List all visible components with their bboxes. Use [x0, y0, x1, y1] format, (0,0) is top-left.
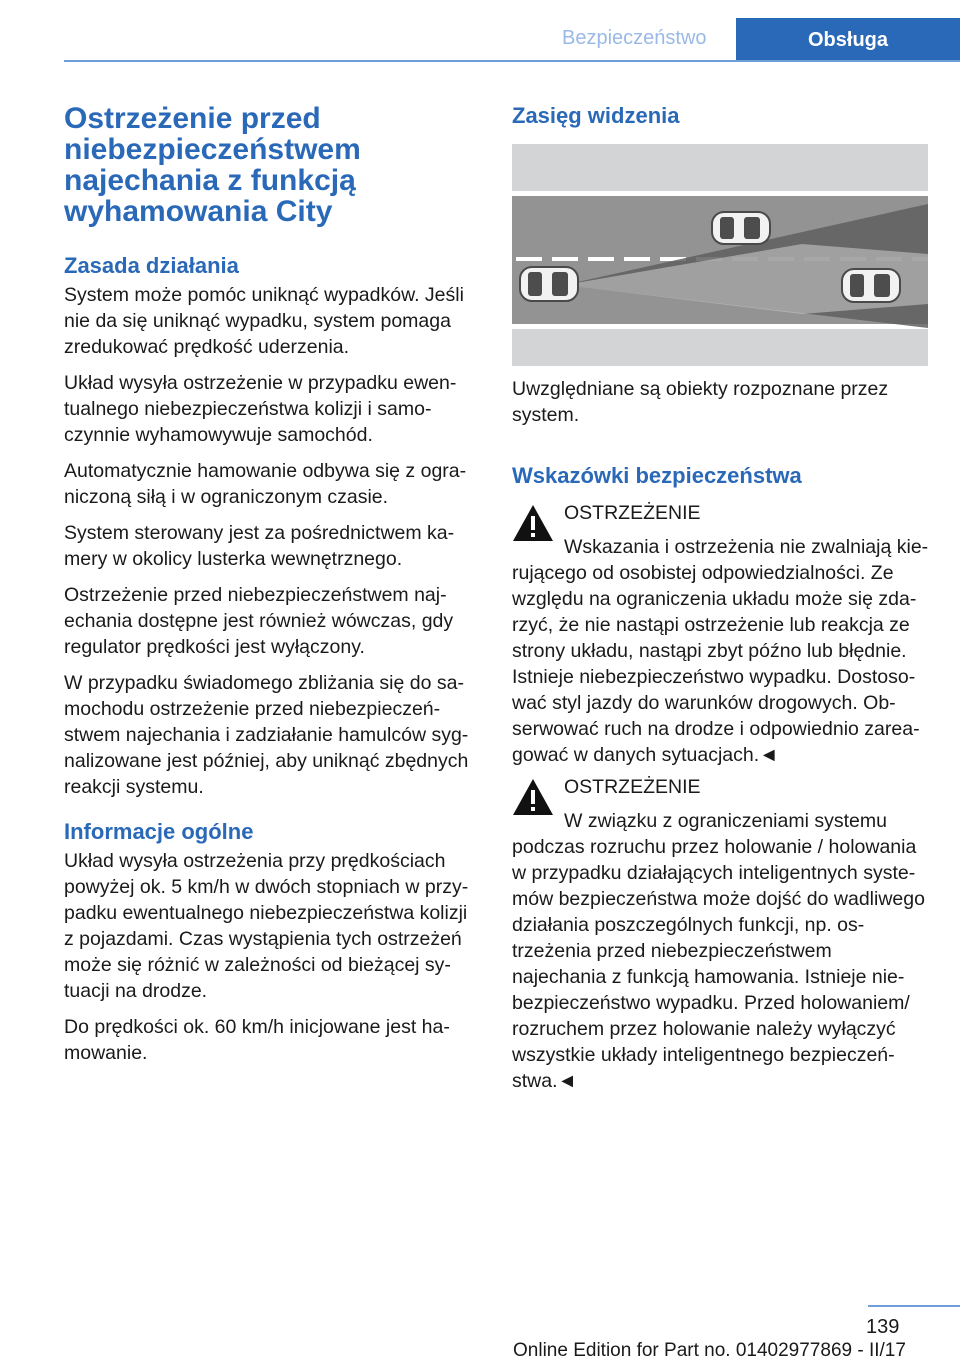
warning-block	[512, 774, 930, 1104]
principle-paragraph: Automatycznie hamowanie odbywa się z ograniczoną siłą i w ograniczonym czasie.	[64, 460, 467, 508]
warning-text: W związku z ograniczeniami systemu podczas rozruchu przez holowanie / holowania w przypadku działających inteligentnych systemów bezpieczeństwa może dojść do wadliwego działania poszczególnych funkcji, np. ostrzeżenia przed niebezpieczeństwem najechania z funkcją hamowania. Istnieje niebezpieczeństwo wypadku. Przed holowaniem/ rozruchem przez holowanie należy wyłączyć wszystkie układy inteligentnego bezpieczeństwa.◄	[512, 810, 925, 1092]
safety-heading: Wskazówki bezpieczeństwa	[512, 463, 802, 488]
car-right-icon	[842, 269, 900, 302]
detection-range-illustration	[512, 144, 928, 366]
warning-body	[512, 808, 930, 1094]
general-paragraph: Do prędkości ok. 60 km/h inicjowane jest hamowanie.	[64, 1016, 450, 1064]
footer-rule	[868, 1305, 960, 1307]
principle-paragraph: Ostrzeżenie przed niebezpieczeństwem najechania dostępne jest również wówczas, gdy regulator prędkości jest wyłączony.	[64, 584, 454, 658]
page-title: Ostrzeżenie przed niebezpieczeństwem najechania z funkcją wyhamowania City	[64, 102, 361, 228]
principle-paragraph: W przypadku świadomego zbliżania się do samochodu ostrzeżenie przed niebezpieczeństwem najechania i zadziałanie hamulców sygnalizowane jest później, aby uniknąć zbędnych reakcji systemu.	[64, 672, 469, 798]
car-left-icon	[520, 267, 578, 301]
warning-label: OSTRZEŻENIE	[564, 502, 701, 524]
warning-triangle-icon	[512, 504, 554, 542]
figure-caption-text: Uwzględniane są obiekty rozpoznane przez system.	[512, 378, 889, 426]
principle-paragraph: System sterowany jest za pośrednictwem kamery w okolicy lusterka wewnętrznego.	[64, 522, 455, 570]
footer-edition: Online Edition for Part no. 01402977869 - II/17	[513, 1340, 906, 1361]
header-section-label: Bezpieczeństwo	[562, 27, 707, 49]
general-paragraph: Układ wysyła ostrzeżenia przy prędkościach powyżej ok. 5 km/h w dwóch stopniach w przypadku ewentualnego niebezpieczeństwa kolizji z pojazdami. Czas wystąpienia tych ostrzeżeń może się różnić w zależności od bieżącej sytuacji na drodze.	[64, 850, 469, 1002]
warning-text: Wskazania i ostrzeżenia nie zwalniają kierującego od osobistej odpowiedzialności. Ze względu na ograniczenia układu może się zdarzyć, że nie nastąpi ostrzeżenie lub reakcja ze strony układu, nastąpi zbyt późno lub błędnie. Istnieje niebezpieczeństwo wypadku. Dostosować styl jazdy do warunków drogowych. Obserwować ruch na drodze i odpowiednio zareagować w danych sytuacjach.◄	[512, 536, 929, 766]
range-heading: Zasięg widzenia	[512, 103, 680, 128]
left-content	[64, 252, 480, 1076]
page-number: 139	[866, 1316, 900, 1338]
general-heading: Informacje ogólne	[64, 819, 254, 844]
car-top-icon	[712, 212, 770, 244]
header-rule	[64, 60, 960, 62]
warning-block	[512, 500, 930, 778]
principle-paragraph: Układ wysyła ostrzeżenie w przypadku ewentualnego niebezpieczeństwa kolizji i samoczynnie wyhamowywuje samochód.	[64, 372, 457, 446]
warning-label: OSTRZEŻENIE	[564, 776, 701, 798]
road-edge-bottom	[512, 324, 928, 329]
warning-triangle-icon	[512, 778, 554, 816]
warning-body	[512, 534, 930, 768]
road-diagram	[512, 144, 928, 366]
principle-heading: Zasada działania	[64, 253, 239, 278]
road-edge-top	[512, 191, 928, 196]
header-chapter-tab: Obsługa	[736, 18, 960, 62]
principle-paragraph: System może pomóc uniknąć wypadków. Jeśli nie da się uniknąć wypadku, system pomaga zredukować prędkość uderzenia.	[64, 284, 464, 358]
figure-caption	[512, 376, 928, 438]
